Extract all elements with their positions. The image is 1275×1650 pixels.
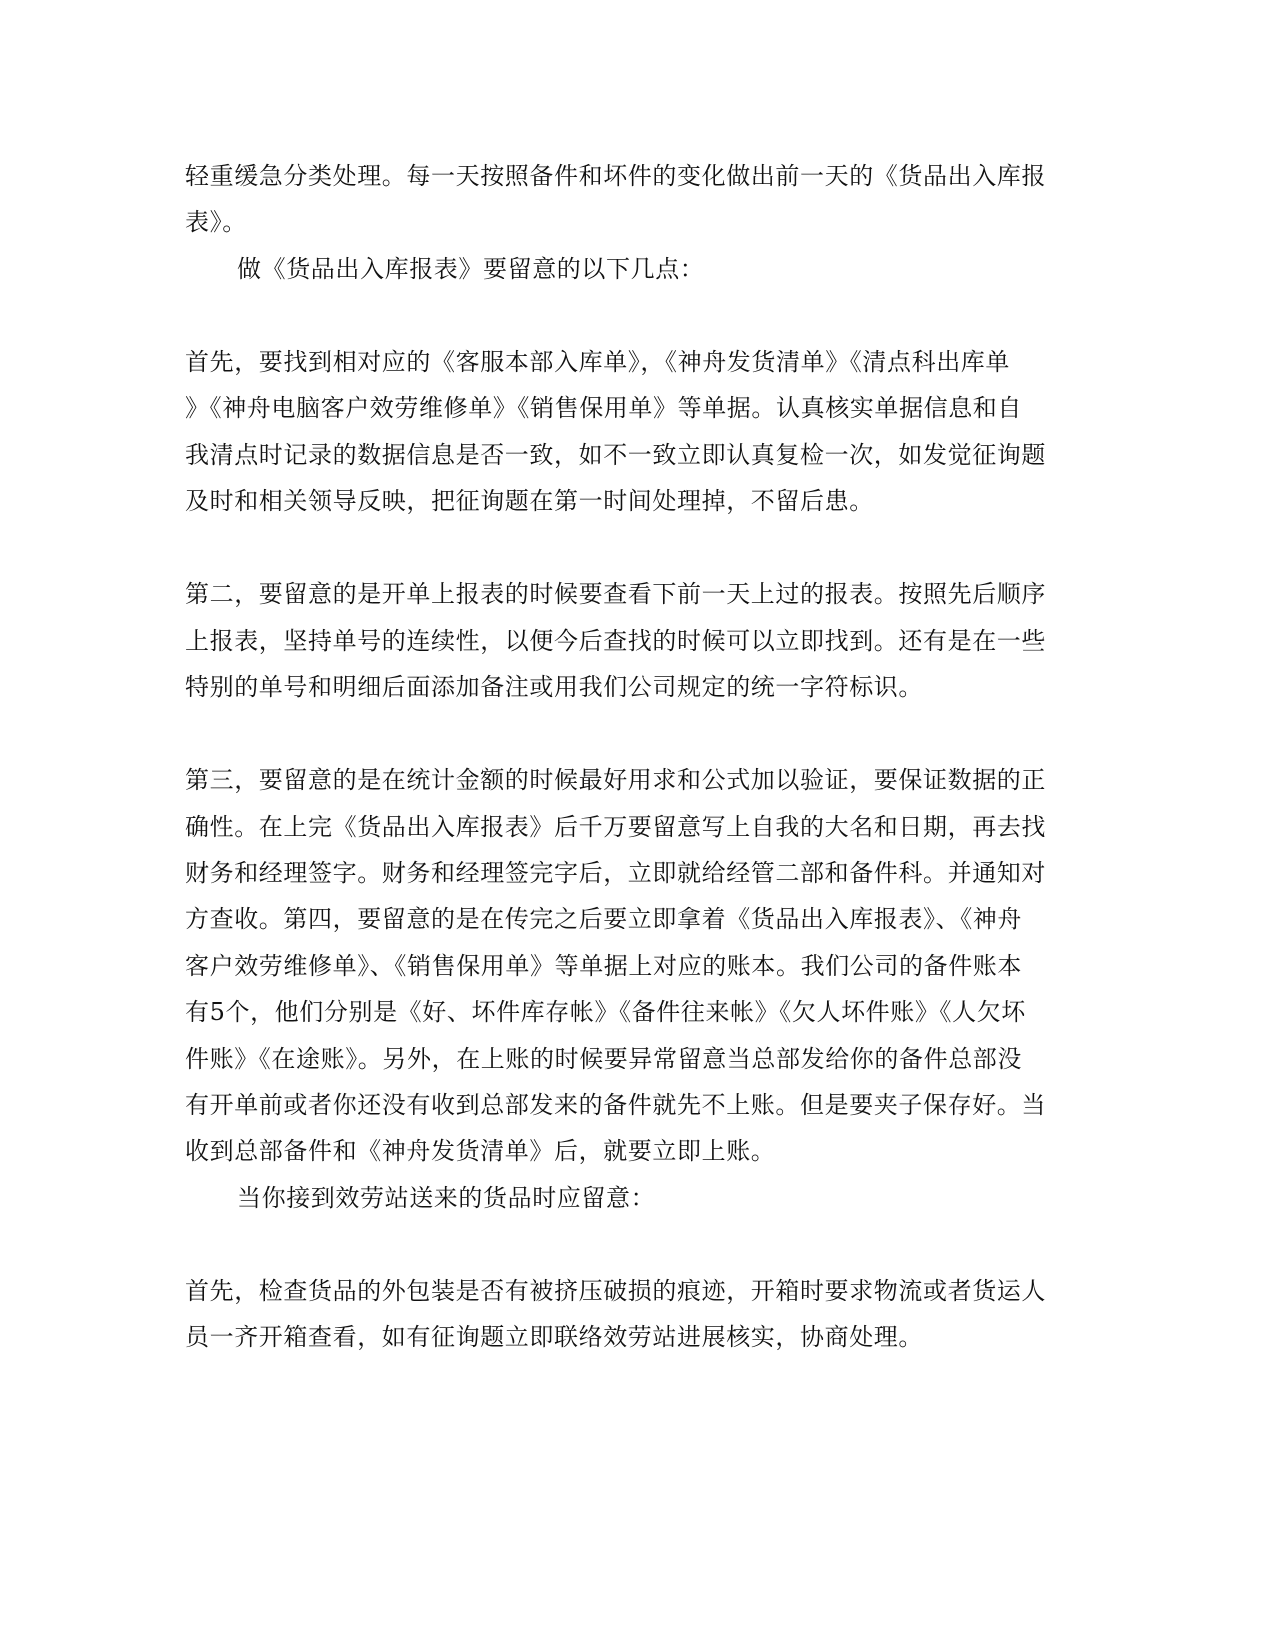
text-line: 确性。在上完《货品出入库报表》后千万要留意写上自我的大名和日期，再去找 [185,813,1046,841]
text-line: 第三，要留意的是在统计金额的时候最好用求和公式加以验证，要保证数据的正 [185,766,1046,794]
text-line: 方查收。第四，要留意的是在传完之后要立即拿着《货品出入库报表》、《神舟 [185,905,1022,933]
text-line: 我清点时记录的数据信息是否一致，如不一致立即认真复检一次，如发觉征询题 [185,441,1046,469]
text-line: 》《神舟电脑客户效劳维修单》《销售保用单》等单据。认真核实单据信息和自 [185,394,1022,422]
text-line: 客户效劳维修单》、《销售保用单》等单据上对应的账本。我们公司的备件账本 [185,952,1022,980]
text-line: 第二，要留意的是开单上报表的时候要查看下前一天上过的报表。按照先后顺序 [185,580,1046,608]
text-line: 上报表，坚持单号的连续性，以便今后查找的时候可以立即找到。还有是在一些 [185,627,1046,655]
text-line: 首先，检查货品的外包装是否有被挤压破损的痕迹，开箱时要求物流或者货运人 [185,1277,1046,1305]
text-line: 特别的单号和明细后面添加备注或用我们公司规定的统一字符标识。 [185,673,923,701]
paragraph-heading: 做《货品出入库报表》要留意的以下几点： [237,255,705,283]
text-line: 轻重缓急分类处理。每一天按照备件和坏件的变化做出前一天的《货品出入库报 [185,162,1046,190]
paragraph-heading: 当你接到效劳站送来的货品时应留意： [237,1184,656,1212]
text-line: 员一齐开箱查看，如有征询题立即联络效劳站进展核实，协商处理。 [185,1323,923,1351]
text-line: 财务和经理签字。财务和经理签完字后，立即就给经管二部和备件科。并通知对 [185,859,1046,887]
text-line: 表》。 [185,208,247,236]
text-line: 及时和相关领导反映，把征询题在第一时间处理掉，不留后患。 [185,487,874,515]
text-line: 收到总部备件和《神舟发货清单》后，就要立即上账。 [185,1137,776,1165]
text-line: 有5个，他们分别是《好、坏件库存帐》《备件往来帐》《欠人坏件账》《人欠坏 [185,998,1026,1026]
text-line: 有开单前或者你还没有收到总部发来的备件就先不上账。但是要夹子保存好。当 [185,1091,1046,1119]
text-line: 首先，要找到相对应的《客服本部入库单》，《神舟发货清单》《清点科出库单 [185,348,1010,376]
text-line: 件账》《在途账》。另外，在上账的时候要异常留意当总部发给你的备件总部没 [185,1045,1022,1073]
